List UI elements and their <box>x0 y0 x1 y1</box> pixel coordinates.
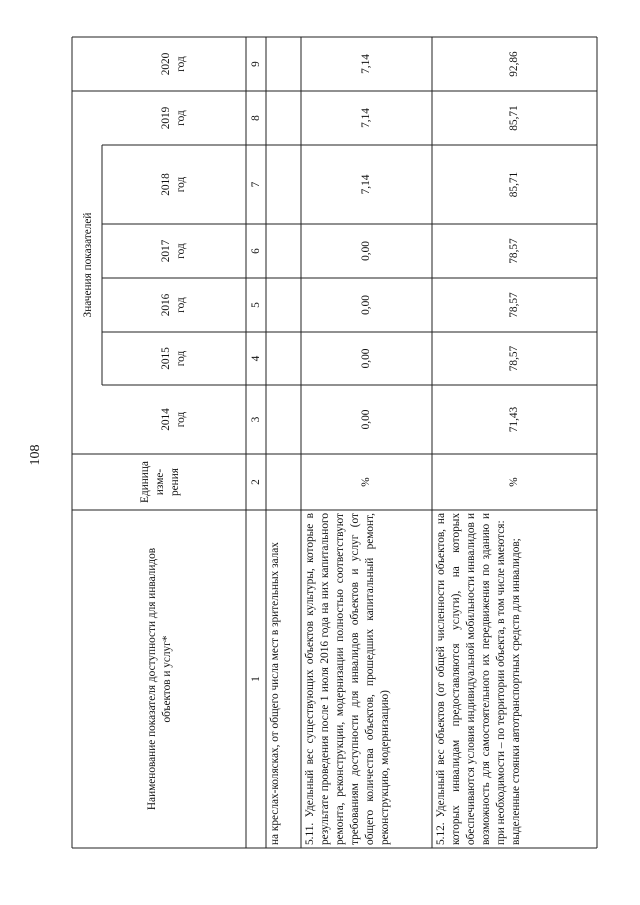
header-indicator-name: Наименование показателя доступности для инвалидов объектов и услуг* <box>146 547 173 811</box>
table-row-value-2015: 78,57 <box>508 345 520 372</box>
header-year-2016: 2016 год <box>160 293 187 317</box>
col-number-8: 8 <box>249 115 262 121</box>
col-number-4: 4 <box>249 355 262 362</box>
table-row-unit: % <box>508 477 520 487</box>
col-number-7: 7 <box>249 181 262 188</box>
page-number: 108 <box>28 444 43 466</box>
table-row-value-2014: 71,43 <box>508 406 520 433</box>
table-row-value-2019: 85,71 <box>508 105 520 131</box>
header-unit: Единица изме- рения <box>138 461 181 503</box>
table-row-value-2019: 7,14 <box>360 108 372 128</box>
table-row-name: на креслах-колясках, от общего числа мест в зрительных залах <box>269 542 281 845</box>
table-row-value-2015: 0,00 <box>360 348 372 369</box>
table-row-value-2018: 85,71 <box>508 171 520 198</box>
col-number-5: 5 <box>249 302 262 308</box>
table-row-value-2016: 78,57 <box>508 292 520 318</box>
table-row-value-2017: 78,57 <box>508 238 520 264</box>
col-number-3: 3 <box>249 416 262 423</box>
header-year-2019: 2019 год <box>160 106 187 130</box>
header-year-2014: 2014 год <box>160 408 187 431</box>
col-number-9: 9 <box>249 61 262 67</box>
table-row-name: 5.12. Удельный вес объектов (от общей численности объектов, на которых инвалидам предоставляются услуги), на которых обеспечиваются условия индивидуальной мобильности инвалидов и возможность для самостоятельного их передвижения по зданию и при необходимости – по территории объекта, в том числе имеются: выделенные стоянки автотранспортных средств для инвалидов; <box>435 513 522 845</box>
header-values-group: Значения показателей <box>81 212 94 318</box>
header-year-2020: 2020 год <box>160 52 187 76</box>
table-row-value-2016: 0,00 <box>360 295 372 315</box>
table-row-value-2017: 0,00 <box>360 241 372 261</box>
col-number-2: 2 <box>249 479 262 485</box>
table-row-value-2014: 0,00 <box>360 409 372 430</box>
header-year-2018: 2018 год <box>160 173 187 196</box>
table-row-value-2020: 7,14 <box>360 54 372 74</box>
table-row-value-2020: 92,86 <box>508 51 520 77</box>
table-row-name: 5.11. Удельный вес существующих объектов культуры, которые в результате проведения после 1 июля 2016 года на них капитального ремонта, реконструкции, модернизации полностью соответствуют требованиям доступности для инвалидов объектов и услуг (от общего количества объектов, прошедших капитальный ремонт, реконструкцию, модернизацию) <box>304 513 391 845</box>
table-row-unit: % <box>360 477 372 487</box>
header-year-2017: 2017 год <box>160 239 187 263</box>
table-row-value-2018: 7,14 <box>360 174 372 195</box>
header-year-2015: 2015 год <box>160 347 187 370</box>
col-number-1: 1 <box>249 676 262 682</box>
col-number-6: 6 <box>249 248 262 254</box>
